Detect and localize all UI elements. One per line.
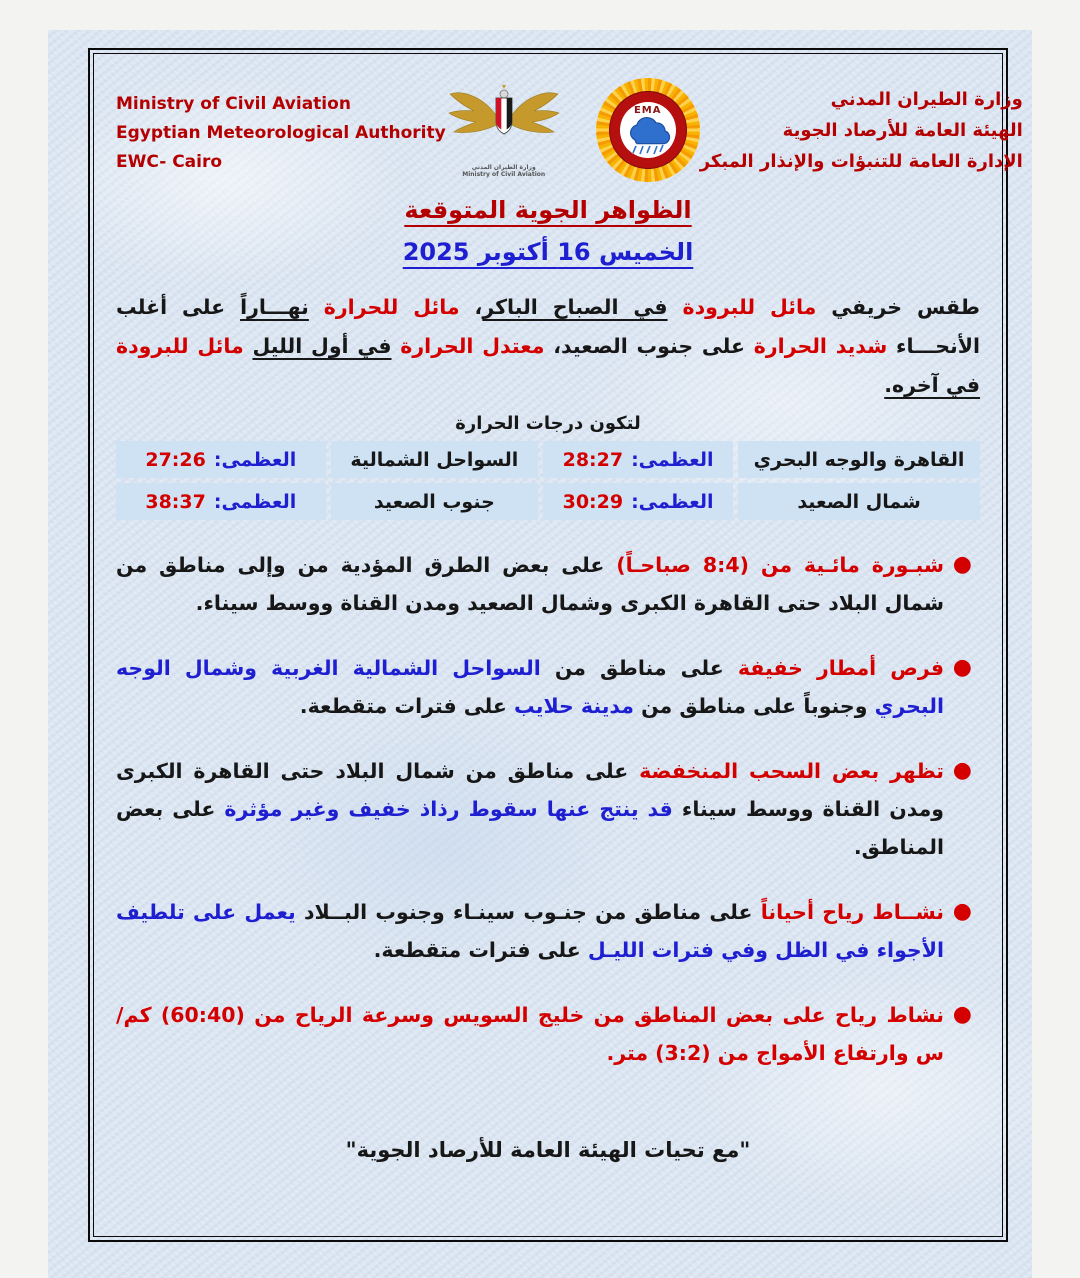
max-value: 28:27 <box>562 448 624 471</box>
org-name-arabic <box>700 76 1023 177</box>
weather-summary-paragraph: طقس خريفي مائل للبرودة في الصباح الباكر، مائل للحرارة نهـــاراً على أغلب الأنحـــاء شديد الحرارة على جنوب الصعيد، معتدل الحرارة في أول الليل مائل للبرودة في آخره. <box>116 295 981 397</box>
eagle-wings-icon <box>446 82 562 160</box>
bullet-marker-icon: ● <box>952 655 972 680</box>
max-label: العظمى: <box>631 448 714 471</box>
max-label: العظمى: <box>631 490 714 513</box>
region-cell: جنوب الصعيد <box>331 483 538 520</box>
max-value: 30:29 <box>562 490 624 513</box>
page-content <box>90 50 1023 1240</box>
region-cell: السواحل الشمالية <box>331 441 538 478</box>
max-label: العظمى: <box>213 490 297 513</box>
region-cell: شمال الصعيد <box>738 483 980 520</box>
temperature-cell <box>116 483 326 520</box>
letterhead <box>116 76 1023 182</box>
civil-aviation-logo <box>446 82 562 178</box>
logo-group <box>446 78 700 182</box>
region-cell: القاهرة والوجه البحري <box>738 441 980 478</box>
bullet-marker-icon: ● <box>952 899 972 924</box>
temperature-cell <box>543 483 733 520</box>
title-block <box>116 196 980 266</box>
list-item-rain-chance: ● فرص أمطار خفيفة على مناطق من السواحل الشمالية الغربية وشمال الوجه البحري وجنوباً على مناطق من مدينة حلايب على فترات متقطعة. <box>116 649 980 725</box>
ema-core <box>620 102 676 158</box>
org-name-english <box>116 76 446 177</box>
bullet-marker-icon: ● <box>952 552 972 577</box>
bulletin-page <box>48 30 1032 1278</box>
table-row <box>116 483 980 520</box>
temperature-table <box>116 441 980 520</box>
org-line-ar-3: الإدارة العامة للتنبؤات والإنذار المبكر <box>699 151 1023 172</box>
max-value: 38:37 <box>145 490 206 513</box>
list-item-gulf-winds: ● نشاط رياح على بعض المناطق من خليج السويس وسرعة الرياح من (60:40) كم/س وارتفاع الأمواج من (3:2) متر. <box>116 996 980 1072</box>
eagle-head-icon <box>500 90 508 98</box>
ema-acronym: EMA <box>633 105 662 116</box>
org-line-en-2: Egyptian Meteorological Authority <box>116 123 446 143</box>
logo-caption-english: Ministry of Civil Aviation <box>462 171 546 178</box>
cloud-rain-icon <box>623 116 673 156</box>
bullet-marker-icon: ● <box>952 758 972 783</box>
max-value: 27:26 <box>145 448 206 471</box>
double-border-frame <box>88 48 1023 1242</box>
max-label: العظمى: <box>213 448 297 471</box>
ema-logo <box>596 78 700 182</box>
list-item-low-clouds: ● تظهر بعض السحب المنخفضة على مناطق من شمال البلاد حتى القاهرة الكبرى ومدن القناة ووسط سيناء قد ينتج عنها سقوط رذاذ خفيف وغير مؤثرة على بعض المناطق. <box>116 752 980 866</box>
list-item-wind-activity: ● نشــاط رياح أحياناً على مناطق من جنـوب سينـاء وجنوب البــلاد يعمل على تلطيف الأجواء في الظل وفي فترات الليـل على فترات متقطعة. <box>116 893 980 969</box>
page-title: الظواهر الجوية المتوقعة <box>404 196 692 224</box>
temperature-cell <box>116 441 326 478</box>
closing-salutation: "مع تحيات الهيئة العامة للأرصاد الجوية" <box>345 1138 751 1162</box>
table-row <box>116 441 980 478</box>
forecast-date: الخميس 16 أكتوبر 2025 <box>402 238 694 266</box>
temperature-cell <box>543 441 733 478</box>
org-line-en-3: EWC- Cairo <box>116 152 223 172</box>
temperature-table-caption: لتكون درجات الحرارة <box>455 413 641 434</box>
org-line-ar-1: وزارة الطيران المدني <box>830 89 1023 110</box>
bullet-marker-icon: ● <box>952 1002 972 1027</box>
phenomena-list <box>116 546 980 1072</box>
org-line-en-1: Ministry of Civil Aviation <box>116 94 351 114</box>
logo-caption-arabic: وزارة الطيران المدني <box>471 164 536 171</box>
list-item-fog: ● شبـورة مائـية من (8:4 صباحـاً) على بعض الطرق المؤدية من وإلى مناطق من شمال البلاد حتى القاهرة الكبرى وشمال الصعيد ومدن القناة ووسط سيناء. <box>116 546 980 622</box>
org-line-ar-2: الهيئة العامة للأرصاد الجوية <box>782 120 1023 141</box>
flag-shield-icon <box>496 98 512 134</box>
